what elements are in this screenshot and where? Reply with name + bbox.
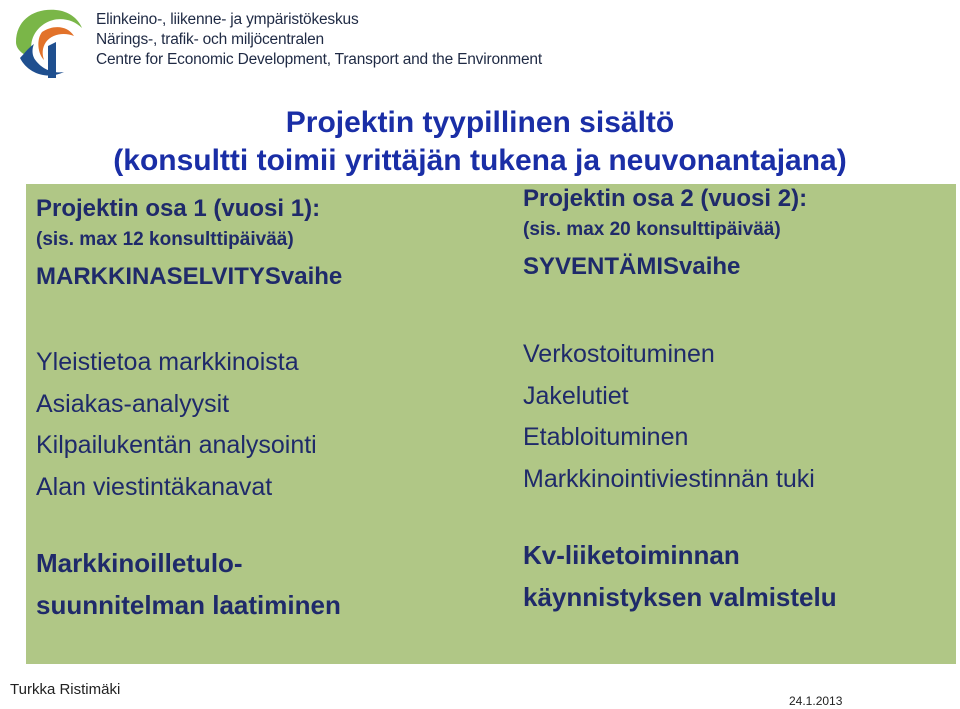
- part2-final-line-1: Kv-liiketoiminnan: [523, 540, 740, 570]
- part2-subtitle: (sis. max 20 konsulttipäivää): [523, 219, 781, 240]
- list-item: Jakelutiet: [523, 381, 629, 410]
- footer-author: Turkka Ristimäki: [10, 681, 121, 698]
- part2-phase: SYVENTÄMISvaihe: [523, 253, 741, 280]
- part1-subtitle: (sis. max 12 konsulttipäivää): [36, 229, 294, 250]
- list-item: Verkostoituminen: [523, 340, 715, 368]
- org-line-en: Centre for Economic Development, Transport and the Environment: [96, 51, 542, 68]
- org-line-fi: Elinkeino-, liikenne- ja ympäristökeskus: [96, 11, 359, 28]
- ely-centre-logo-icon: [6, 2, 86, 82]
- part2-column: [523, 184, 837, 618]
- list-item: Markkinointiviestinnän tuki: [523, 464, 815, 493]
- list-item: Kilpailukentän analysointi: [36, 431, 317, 459]
- part2-final: [523, 534, 837, 618]
- part1-final: [36, 542, 342, 626]
- part1-column: [36, 194, 342, 626]
- title-line-2: (konsultti toimii yrittäjän tukena ja neuvonantajana): [113, 144, 847, 177]
- list-item: Yleistietoa markkinoista: [36, 348, 299, 376]
- part1-final-line-1: Markkinoilletulo-: [36, 548, 243, 578]
- organization-name: [96, 10, 542, 70]
- title-line-1: Projektin tyypillinen sisältö: [285, 106, 675, 139]
- part1-phase: MARKKINASELVITYSvaihe: [36, 263, 343, 290]
- footer-date: 24.1.2013: [789, 694, 843, 708]
- part2-final-line-2: käynnistyksen valmistelu: [523, 582, 837, 612]
- part1-title: Projektin osa 1 (vuosi 1):: [36, 195, 321, 222]
- list-item: Etabloituminen: [523, 423, 689, 451]
- part1-items: [36, 342, 342, 508]
- part1-final-line-2: suunnitelman laatiminen: [36, 590, 341, 620]
- part2-items: [523, 334, 837, 500]
- list-item: Asiakas-analyysit: [36, 389, 230, 418]
- part2-title: Projektin osa 2 (vuosi 2):: [523, 185, 808, 212]
- page-title: [0, 104, 960, 180]
- org-line-sv: Närings-, trafik- och miljöcentralen: [96, 31, 324, 48]
- list-item: Alan viestintäkanavat: [36, 472, 273, 501]
